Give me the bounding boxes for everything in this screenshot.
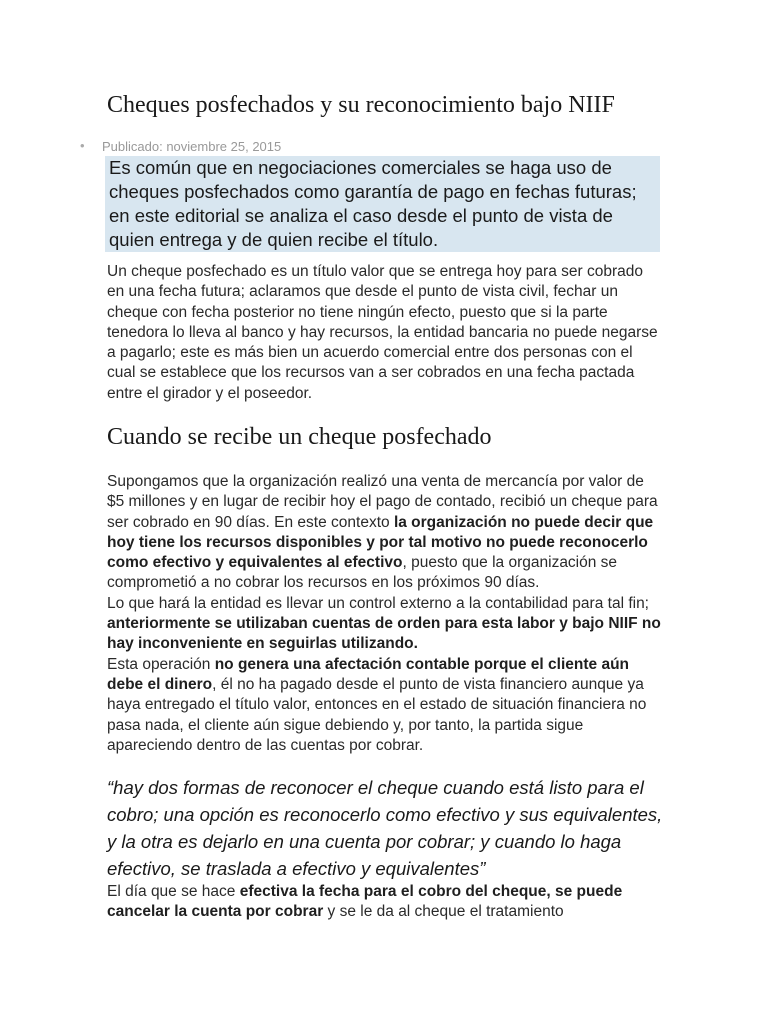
bold-text-run: no genera una afectación contable porque el cliente aún debe el dinero (107, 655, 630, 693)
publication-date-text: Publicado: noviembre 25, 2015 (102, 139, 282, 154)
text-run: El día que se hace (107, 883, 240, 900)
bold-text-run: la organización no puede decir que hoy tiene los recursos disponibles y por tal motivo no puede reconocerlo como efectivo y equivalentes al efectivo (107, 513, 654, 572)
paragraph-collection-day (107, 882, 663, 923)
paragraph-no-accounting-effect (107, 655, 663, 756)
text-run: y se le da al cheque el tratamiento (323, 903, 564, 921)
bold-text-run: anteriormente se utilizaban cuentas de orden para esta labor y bajo NIIF no hay inconveniente en seguirlas utilizando. (107, 615, 661, 653)
section-body (107, 472, 663, 756)
intro-paragraph: Un cheque posfechado es un título valor que se entrega hoy para ser cobrado en una fecha futura; aclaramos que desde el punto de vista civil, fechar un cheque con fecha posterior no tiene ningún efecto, puesto que si la parte tenedora lo lleva al banco y hay recursos, la entidad bancaria no puede negarse a pagarlo; este es más bien un acuerdo comercial entre dos personas con el cual se establece que los recursos van a ser cobrados en una fecha pactada entre el girador y el poseedor. (107, 263, 658, 402)
text-run: Esta operación (107, 655, 215, 673)
section-heading: Cuando se recibe un cheque posfechado (107, 424, 492, 450)
article-title: Cheques posfechados y su reconocimiento bajo NIIF (107, 92, 615, 118)
article-lead: Es común que en negociaciones comerciales se haga uso de cheques posfechados como garantía de pago en fechas futuras; en este editorial se analiza el caso desde el punto de vista de quien entrega y de quien recibe el título. (105, 156, 660, 252)
text-run: Lo que hará la entidad es llevar un control externo a la contabilidad para tal fin; (107, 594, 649, 612)
text-run: , él no ha pagado desde el punto de vista financiero aunque ya haya entregado el título valor, entonces en el estado de situación financiera no pasa nada, el cliente aún sigue debiendo y, por tanto, la partida sigue apareciendo dentro de las cuentas por cobrar. (107, 675, 647, 754)
bullet-icon: • (80, 138, 85, 153)
text-run: Supongamos que la organización realizó una venta de mercancía por valor de $5 millones y en lugar de recibir hoy el pago de contado, recibió un cheque para ser cobrado en 90 días. En este contexto (107, 473, 658, 531)
paragraph-sale-example (107, 472, 663, 594)
paragraph-external-control (107, 594, 663, 655)
text-run: , puesto que la organización se comprometió a no cobrar los recursos en los próximos 90 días. (107, 554, 618, 592)
bold-text-run: efectiva la fecha para el cobro del cheque, se puede cancelar la cuenta por cobrar (107, 883, 623, 921)
pull-quote: “hay dos formas de reconocer el cheque cuando está listo para el cobro; una opción es reconocerlo como efectivo y sus equivalentes, y la otra es dejarlo en una cuenta por cobrar; y cuando lo haga efectivo, se traslada a efectivo y equivalentes” (107, 777, 663, 879)
